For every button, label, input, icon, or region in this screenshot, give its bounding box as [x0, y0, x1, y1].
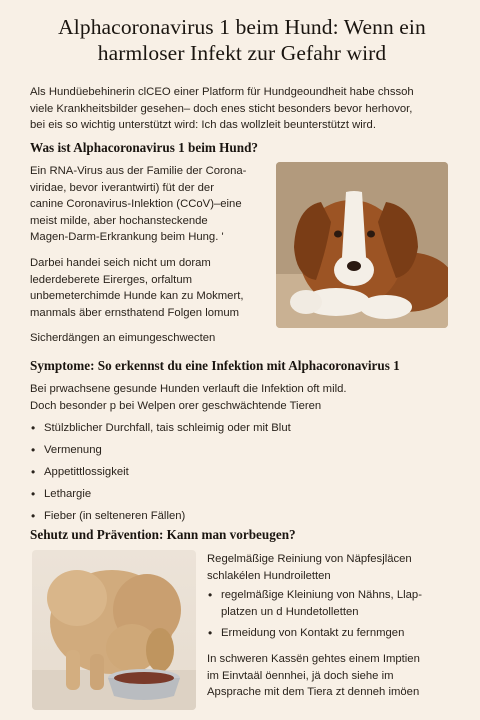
- prevention-closing-line-2: im Einvtaäl öennhei, jä doch siehe im: [207, 669, 394, 682]
- list-item: • Stülzblicher Durchfall, tais schleimig oder mit Blut: [30, 417, 430, 439]
- what-p2-line: unbemeterchimde Hunde kan zu Mokmert,: [30, 290, 244, 303]
- list-item: • Lethargie: [30, 483, 430, 505]
- title-line-2: harmloser Infekt zur Gefahr wird: [97, 41, 387, 65]
- title-line-1: Alphacoronavirus 1 beim Hund: Wenn ein: [58, 15, 426, 39]
- symptoms-intro-line-1: Bei prwachsene gesunde Hunden verlauft die Infektion oft mild.: [30, 383, 347, 395]
- what-p2-line: manmals äber ernsthatend Folgen lomum: [30, 306, 240, 319]
- list-item: [207, 625, 467, 642]
- list-item-line: • regelmäßige Kleiniung von Nähns, Llap-: [221, 589, 422, 601]
- dog-lying-photo: [276, 162, 448, 328]
- dog-lying-illustration: [276, 162, 448, 328]
- what-p2-line: Darbei handei seich nicht um doram: [30, 257, 211, 269]
- list-item-line: platzen un d Hundetolletten: [221, 605, 359, 618]
- dog-eating-photo: [32, 550, 196, 710]
- list-item: • Fieber (in selteneren Fällen): [30, 505, 430, 527]
- what-paragraph-2: [30, 255, 270, 321]
- section-heading-prevention: Sehutz und Prävention: Kann man vorbeugen?: [30, 527, 296, 542]
- list-item: • Appetittlossigkeit: [30, 461, 430, 483]
- list-item: • Vermenung: [30, 439, 430, 461]
- what-paragraph-1: [30, 163, 270, 246]
- intro-paragraph: [30, 84, 460, 134]
- what-p2-line: lederdeberete Eirerges, orfaltum: [30, 273, 193, 286]
- what-paragraph-3: Sicherdängen an eimungeschwecten: [30, 332, 216, 344]
- intro-line-3: bei eis so wichtig unterstützt wird: Ich das wollzleit beunterstützt wird.: [30, 119, 376, 131]
- intro-line-1: Als Hundüebehinerin clCEO einer Platform für Hundgeoundheit habe chssoh: [30, 86, 414, 98]
- symptoms-list: [30, 417, 430, 527]
- article-title: [18, 14, 466, 66]
- what-p1-line: Magen-Darm-Erkrankung beim Hung. ': [30, 231, 224, 244]
- symptoms-intro: [30, 381, 460, 414]
- section-heading-symptoms: Symptome: So erkennst du eine Infektion mit Alphacoronavirus 1: [30, 358, 400, 373]
- prevention-closing-line-3: Apsprache mit dem Tiera zt dennеh imöen: [207, 686, 420, 699]
- prevention-closing-line-1: In schweren Kassën gehtes einem Imptien: [207, 653, 420, 665]
- prevention-closing: [207, 651, 467, 701]
- what-p1-line: viridae, bevor ı̇verantwirti) füt der der: [30, 181, 214, 194]
- intro-line-2: viele Krankheitsbilder gesehen– doch enes sticht besonders bevor herhovor,: [30, 102, 413, 115]
- what-p1-line: Ein RNA-Virus aus der Familie der Corona-: [30, 165, 247, 177]
- dog-eating-illustration: [32, 550, 196, 710]
- list-item: [207, 587, 467, 620]
- prevention-list: [207, 587, 467, 647]
- prevention-intro-line-2: schlakélen Hundroiletten: [207, 569, 331, 582]
- prevention-intro: [207, 551, 457, 584]
- prevention-intro-line-1: Regelmäßige Reiniung von Näpfesjläcen: [207, 553, 412, 565]
- symptoms-intro-line-2: Doch besonder p bei Welpen orer geschwächtende Tieren: [30, 399, 322, 412]
- section-heading-what: Was ist Alphacoronavirus 1 beim Hund?: [30, 140, 259, 155]
- what-p1-line: meist milde, aber hochansteckende: [30, 214, 208, 227]
- what-p1-line: canine Coronavirus-Inlektion (CCoV)–eine: [30, 198, 242, 211]
- list-item-line: • Ermeidung von Kontakt zu fernmgen: [221, 627, 405, 640]
